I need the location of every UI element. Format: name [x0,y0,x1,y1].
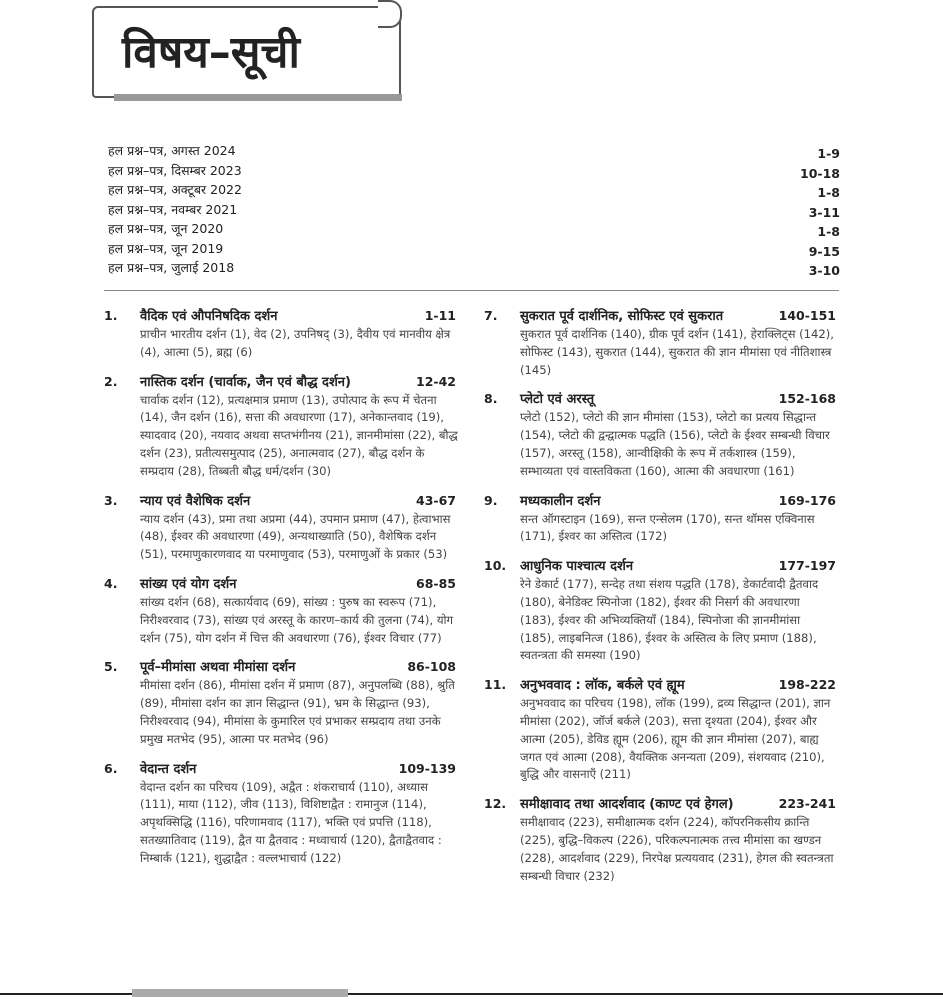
chapter-number: 6. [104,760,118,776]
chapter-entry[interactable] [104,306,456,362]
chapter-number: 1. [104,308,118,323]
chapter-entry[interactable] [484,389,836,480]
chapter-title: समीक्षावाद तथा आदर्शवाद (काण्ट एवं हेगल) [520,797,734,813]
chapter-title: नास्तिक दर्शन (चार्वाक, जैन एवं बौद्ध दर्शन) [140,374,351,390]
chapter-topics: प्लेटो (152), प्लेटो की ज्ञान मीमांसा (153), प्लेटो का प्रत्यय सिद्धान्त (154), प्लेटो की द्वन्द्वात्मक पद्धति (156), प्लेटो के ईश्वर सम्बन्धी विचार (157), अरस्तू (158), आन्वीक्षिकी के रूप में तर्कशास्त्र (159), सम्भाव्यता एवं वास्तविकता (160), आत्मा की अवधारणा (161) [520,410,830,478]
chapter-number: 9. [484,492,498,508]
chapter-pages: 152-168 [778,391,836,407]
paper-row[interactable] [108,142,840,162]
solved-papers-list [108,142,840,279]
chapters-left-column [104,306,458,878]
chapter-pages: 140-151 [778,308,836,323]
chapter-number: 11. [484,677,507,693]
chapter-title: न्याय एवं वैशेषिक दर्शन [140,493,251,509]
footer-accent-bar [132,989,348,997]
chapter-topics: सांख्य दर्शन (68), सत्कार्यवाद (69), सांख्य : पुरुष का स्वरूप (71), निरीश्वरवाद (73), सांख्य एवं अरस्तू के कारण–कार्य की तुलना (74), योग दर्शन (75), योग दर्शन में चित्त की अवधारणा (76), ईश्वर विचार (77) [140,594,454,645]
chapter-topics: रेने डेकार्ट (177), सन्देह तथा संशय पद्धति (178), डेकार्टवादी द्वैतवाद (180), बेनेडिक्ट स्पिनोजा (182), ईश्वर की निसर्ग की अवधारणा (183), ईश्वर की अभिव्यक्तियाँ (184), स्पिनोजा की ज्ञानमीमांसा (185), लाइबनित्ज (186), ईश्वर के अस्तित्व के लिए प्रमाण (188), स्वतन्त्रता की समस्या (190) [520,577,819,663]
chapter-entry[interactable] [104,372,458,481]
chapter-topics: प्राचीन भारतीय दर्शन (1), वेद (2), उपनिषद् (3), दैवीय एवं मानवीय क्षेत्र (4), आत्मा (5), ब्रह्म (6) [140,327,451,359]
chapter-entry[interactable] [104,491,456,564]
paper-pages: 10-18 [800,165,840,181]
chapter-title: आधुनिक पाश्चात्य दर्शन [520,559,634,575]
chapter-pages: 43-67 [416,492,456,508]
paper-row[interactable] [108,181,840,201]
chapter-pages: 169-176 [778,492,836,508]
chapter-pages: 177-197 [778,558,836,574]
chapter-title: सांख्य एवं योग दर्शन [140,576,237,592]
paper-title: हल प्रश्न–पत्र, दिसम्बर 2023 [108,162,242,178]
chapter-number: 7. [484,308,498,323]
chapter-entry[interactable] [484,556,836,665]
chapter-entry[interactable] [104,759,456,868]
paper-title: हल प्रश्न–पत्र, जुलाई 2018 [108,260,235,275]
chapter-topics: मीमांसा दर्शन (86), मीमांसा दर्शन में प्रमाण (87), अनुपलब्धि (88), श्रुति (89), मीमांसा दर्शन का ज्ञान सिद्धान्त (91), भ्रम के सिद्धान्त (93), निरीश्वरवाद (94), मीमांसा के कुमारिल एवं प्रभाकर सम्प्रदाय तथा उनके प्रमुख मतभेद (95), आत्मा पर मतभेद (96) [140,678,455,746]
chapter-entry[interactable] [484,794,836,885]
page-title: विषय–सूची [122,27,300,78]
chapter-pages: 223-241 [778,796,836,812]
paper-title: हल प्रश्न–पत्र, जून 2019 [108,240,224,256]
chapter-title: सुकरात पूर्व दार्शनिक, सोफिस्ट एवं सुकरात [520,309,724,324]
chapter-title: पूर्व–मीमांसा अथवा मीमांसा दर्शन [140,660,296,676]
paper-pages: 1-8 [817,224,840,239]
chapter-topics: चार्वाक दर्शन (12), प्रत्यक्षमात्र प्रमाण (13), उपोत्पाद के रूप में चेतना (14), जैन दर्शन (16), सत्ता की अवधारणा (17), अनेकान्तवाद (19), स्यादवाद (20), नयवाद अथवा सप्तभंगीनय (21), ज्ञानमीमांसा (22), बौद्ध दर्शन (23), प्रतीत्यसमुत्पाद (25), अनात्मवाद (27), बौद्ध दर्शन के सम्प्रदाय (28), तिब्बती बौद्ध धर्म/दर्शन (30) [140,392,458,478]
chapter-title: प्लेटो एवं अरस्तू [520,392,595,408]
chapter-title: अनुभववाद : लॉक, बर्कले एवं ह्यूम [520,678,685,694]
divider [104,290,839,291]
chapter-topics: वेदान्त दर्शन का परिचय (109), अद्वैत : शंकराचार्य (110), अध्यास (111), माया (112), जीव (113), विशिष्टाद्वैत : रामानुज (114), अपृथक्सिद्धि (116), परिणामवाद (117), भक्ति एवं प्रपत्ति (118), सतख्यातिवाद (119), द्वैत या द्वैतवाद : मध्वाचार्य (120), द्वैताद्वैतवाद : निम्बार्क (121), शुद्धाद्वैत : वल्लभाचार्य (122) [140,779,442,865]
chapter-pages: 198-222 [778,677,836,693]
paper-row[interactable] [108,162,840,182]
chapter-entry[interactable] [104,574,456,647]
chapter-pages: 109-139 [398,760,456,776]
chapter-entry[interactable] [484,306,836,379]
paper-pages: 3-10 [808,263,840,278]
chapter-pages: 86-108 [407,659,456,675]
chapter-number: 4. [104,575,118,591]
chapter-entry[interactable] [484,491,836,547]
paper-row[interactable] [108,201,840,221]
paper-pages: 1-8 [817,185,840,200]
chapter-entry[interactable] [104,657,456,748]
chapter-topics: न्याय दर्शन (43), प्रमा तथा अप्रमा (44), उपमान प्रमाण (47), हेत्वाभास (48), ईश्वर की अवधारणा (49), अन्यथाख्याति (50), वैशेषिक दर्शन (51), परमाणुकारणवाद या परमाणुवाद (53), परमाणुओं के प्रकार (53) [140,511,451,562]
chapter-number: 3. [104,492,118,508]
chapter-pages: 68-85 [416,575,456,591]
chapter-title: वेदान्त दर्शन [140,761,197,777]
paper-pages: 1-9 [817,146,840,161]
chapter-number: 2. [104,373,118,389]
paper-pages: 9-15 [808,243,840,259]
paper-title: हल प्रश्न–पत्र, नवम्बर 2021 [108,201,238,217]
chapter-pages: 12-42 [416,373,456,389]
chapter-number: 10. [484,558,507,574]
chapter-title: मध्यकालीन दर्शन [520,493,601,509]
chapter-number: 12. [484,796,507,812]
scroll-curl [378,0,402,28]
paper-row[interactable] [108,259,840,279]
chapter-pages: 1-11 [424,308,456,323]
chapter-topics: समीक्षावाद (223), समीक्षात्मक दर्शन (224), कॉपरनिकसीय क्रान्ति (225), बुद्धि–विकल्प (226), परिकल्पनात्मक तत्त्व मीमांसा का खण्डन (228), आदर्शवाद (229), निरपेक्ष प्रत्ययवाद (231), हेगल की स्वतन्त्रता सम्बन्धी विचार (232) [520,815,834,883]
chapter-topics: सन्त ऑगस्टाइन (169), सन्त एन्सेलम (170), सन्त थॉमस एक्विनास (171), ईश्वर का अस्तित्व (172) [520,511,815,544]
chapter-topics: अनुभववाद का परिचय (198), लॉक (199), द्रव्य सिद्धान्त (201), ज्ञान मीमांसा (202), जॉर्ज बर्कले (203), सत्ता दृश्यता (204), ईश्वर और आत्मा (205), डेविड ह्यूम (206), ह्यूम की ज्ञान मीमांसा (207), बाह्य जगत एवं आत्मा (208), वैयक्तिक अनन्यता (209), संशयवाद (210), बुद्धि और वासनाएँ (211) [520,696,831,782]
paper-pages: 3-11 [808,204,840,220]
chapter-number: 5. [104,659,118,675]
chapter-title: वैदिक एवं औपनिषदिक दर्शन [140,309,278,324]
paper-title: हल प्रश्न–पत्र, जून 2020 [108,221,224,236]
chapter-topics: सुकरात पूर्व दार्शनिक (140), ग्रीक पूर्व दर्शन (141), हेराक्लिट्स (142), सोफिस्ट (143), सुकरात (144), सुकरात की ज्ञान मीमांसा एवं नीतिशास्त्र (145) [520,327,834,377]
chapter-number: 8. [484,391,498,407]
scroll-shadow [114,94,402,101]
paper-row[interactable] [108,220,840,240]
chapters-right-column [484,306,836,895]
paper-title: हल प्रश्न–पत्र, अक्टूबर 2022 [108,182,242,197]
chapter-entry[interactable] [484,675,836,784]
paper-title: हल प्रश्न–पत्र, अगस्त 2024 [108,143,236,158]
paper-row[interactable] [108,240,840,260]
